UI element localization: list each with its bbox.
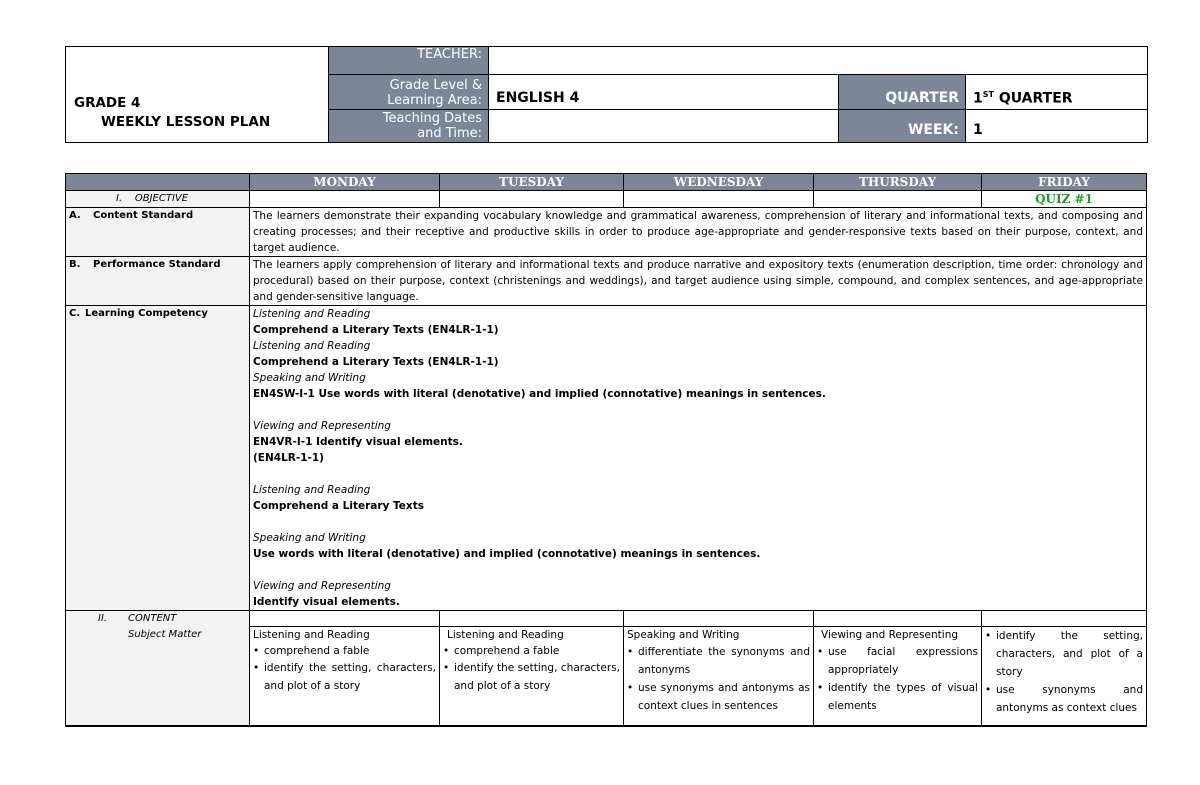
corner-cell xyxy=(66,174,250,191)
bullet-glyph: • xyxy=(627,682,634,694)
bullet-text: use facial expressions appropriately xyxy=(828,646,978,676)
objective-text: OBJECTIVE xyxy=(134,193,189,204)
objective-num: I. xyxy=(116,193,123,204)
bullet-item xyxy=(443,643,620,659)
bullet-text: identify the setting, characters, and plot of a story xyxy=(264,662,436,692)
subject-heading: Listening and Reading xyxy=(447,629,564,641)
subject-thursday xyxy=(814,627,982,727)
bullet-item xyxy=(985,627,1143,681)
quarter-num: 1 xyxy=(973,90,983,107)
performance-standard-body: The learners apply comprehension of literary and informational texts and produce narrative and expository texts (enumeration description, time order: chronology and procedural) based on their purpose, context (christenings and weddings), and target audience using simple, compound, and complex sentences, and age-appropriate and gender-sensitive language. xyxy=(250,257,1147,306)
header-table xyxy=(65,46,1148,143)
content-standard-row xyxy=(66,208,1147,257)
bullet-glyph: • xyxy=(443,662,450,674)
competency-line: Comprehend a Literary Texts xyxy=(253,500,424,512)
competency-line: Viewing and Representing xyxy=(253,420,391,432)
competency-line: Listening and Reading xyxy=(253,340,371,352)
grade-title: GRADE 4 xyxy=(74,95,141,111)
competency-line: Speaking and Writing xyxy=(253,372,366,384)
bullet-item xyxy=(817,679,978,715)
content-standard-num: A. xyxy=(69,210,81,221)
subject-friday xyxy=(982,627,1147,727)
grade-level-label xyxy=(329,75,488,110)
content-header-row xyxy=(66,611,1147,627)
competency-spacer xyxy=(253,562,1143,578)
objective-tuesday[interactable] xyxy=(440,191,624,208)
competency-line: EN4VR-I-1 Identify visual elements. xyxy=(253,436,463,448)
grade-label-line1: Grade Level & xyxy=(389,78,482,93)
week-label: WEEK: xyxy=(839,110,965,142)
teacher-label-text: TEACHER: xyxy=(417,47,482,62)
bullet-text: comprehend a fable xyxy=(264,645,370,657)
bullet-item xyxy=(817,643,978,679)
competency-spacer xyxy=(253,514,1143,530)
teacher-label xyxy=(329,47,488,75)
day-monday: MONDAY xyxy=(250,174,440,191)
content-text: CONTENT xyxy=(128,613,177,624)
content-blank-monday xyxy=(250,611,440,627)
competency-line: Speaking and Writing xyxy=(253,532,366,544)
content-blank-thursday xyxy=(814,611,982,627)
subject-heading: Listening and Reading xyxy=(253,629,370,641)
bullet-text: identify the setting, characters, and plot of a story xyxy=(996,630,1143,678)
content-num: II. xyxy=(98,613,108,624)
bullet-text: identify the setting, characters, and plot of a story xyxy=(454,662,620,692)
bullet-glyph: • xyxy=(985,684,992,696)
performance-standard-num: B. xyxy=(69,259,81,270)
quarter-text: QUARTER xyxy=(993,90,1073,107)
content-blank-tuesday xyxy=(440,611,624,627)
bullet-item xyxy=(253,659,436,695)
bullet-text: use synonyms and antonyms as context clues xyxy=(996,684,1143,714)
content-label xyxy=(66,611,250,727)
day-header-row xyxy=(66,174,1147,191)
bullet-glyph: • xyxy=(627,646,634,658)
content-blank-friday xyxy=(982,611,1147,627)
competency-line: Comprehend a Literary Texts (EN4LR-1-1) xyxy=(253,324,499,336)
performance-standard-row xyxy=(66,257,1147,306)
learning-competency-label xyxy=(66,306,250,611)
competency-line: Use words with literal (denotative) and implied (connotative) meanings in sentences. xyxy=(253,548,761,560)
bullet-glyph: • xyxy=(817,646,824,658)
subject-monday xyxy=(250,627,440,727)
content-blank-wednesday xyxy=(624,611,814,627)
day-thursday: THURSDAY xyxy=(814,174,982,191)
bullet-item xyxy=(627,643,810,679)
bullet-text: use synonyms and antonyms as context clues in sentences xyxy=(638,682,810,712)
plan-title: WEEKLY LESSON PLAN xyxy=(101,114,271,130)
objective-row xyxy=(66,191,1147,208)
content-standard-label xyxy=(66,208,250,257)
teaching-dates-field[interactable] xyxy=(488,110,839,142)
competency-line: Listening and Reading xyxy=(253,308,371,320)
content-standard-body: The learners demonstrate their expanding vocabulary knowledge and grammatical awareness, comprehension of literary and informational texts, and composing and creating processes; and their receptive and productive skills in order to produce age-appropriate and gender-responsive texts based on their purpose, context, and target audience. xyxy=(250,208,1147,257)
performance-standard-text: Performance Standard xyxy=(93,259,221,270)
dates-label-line2: and Time: xyxy=(417,126,482,141)
title-block xyxy=(66,47,329,142)
day-friday: FRIDAY xyxy=(982,174,1147,191)
competency-line: Viewing and Representing xyxy=(253,580,391,592)
competency-line: EN4SW-I-1 Use words with literal (denotative) and implied (connotative) meanings in sentences. xyxy=(253,388,826,400)
bullet-glyph: • xyxy=(253,662,260,674)
bullet-glyph: • xyxy=(443,645,450,657)
objective-wednesday[interactable] xyxy=(624,191,814,208)
objective-friday-quiz: QUIZ #1 xyxy=(982,191,1147,208)
learning-competency-body xyxy=(250,306,1147,611)
quarter-value xyxy=(965,75,1147,110)
competency-spacer xyxy=(253,402,1143,418)
bullet-glyph: • xyxy=(817,682,824,694)
bullet-item xyxy=(985,681,1143,717)
bullet-glyph: • xyxy=(985,630,992,642)
quarter-sup: ST xyxy=(982,90,994,99)
day-wednesday: WEDNESDAY xyxy=(624,174,814,191)
learning-competency-text: Learning Competency xyxy=(85,308,208,319)
grade-label-line2: Learning Area: xyxy=(387,93,482,108)
learning-competency-num: C. xyxy=(69,308,81,319)
subject-heading: Speaking and Writing xyxy=(627,629,740,641)
bullet-item xyxy=(627,679,810,715)
bullet-item xyxy=(443,659,620,695)
competency-line: Comprehend a Literary Texts (EN4LR-1-1) xyxy=(253,356,499,368)
content-standard-text: Content Standard xyxy=(93,210,194,221)
bullet-text: comprehend a fable xyxy=(454,645,560,657)
objective-thursday[interactable] xyxy=(814,191,982,208)
day-tuesday: TUESDAY xyxy=(440,174,624,191)
objective-label xyxy=(66,191,250,208)
teacher-field[interactable] xyxy=(488,47,1147,75)
competency-line: Identify visual elements. xyxy=(253,596,400,608)
bullet-text: identify the types of visual elements xyxy=(828,682,978,712)
subject-matter-label: Subject Matter xyxy=(128,629,202,640)
bullet-glyph: • xyxy=(253,645,260,657)
competency-line: Listening and Reading xyxy=(253,484,371,496)
bullet-item xyxy=(253,643,436,659)
subject-wednesday xyxy=(624,627,814,727)
competency-spacer xyxy=(253,466,1143,482)
lesson-plan-table xyxy=(65,173,1147,727)
subject-tuesday xyxy=(440,627,624,727)
objective-monday[interactable] xyxy=(250,191,440,208)
learning-competency-row xyxy=(66,306,1147,611)
week-value: 1 xyxy=(965,110,1147,142)
dates-label-line1: Teaching Dates xyxy=(382,111,482,126)
bullet-text: differentiate the synonyms and antonyms xyxy=(638,646,810,676)
learning-area-value: ENGLISH 4 xyxy=(488,75,839,110)
performance-standard-label xyxy=(66,257,250,306)
teaching-dates-label xyxy=(329,110,488,142)
subject-heading: Viewing and Representing xyxy=(821,629,959,641)
competency-line: (EN4LR-1-1) xyxy=(253,452,324,464)
quarter-label: QUARTER xyxy=(839,75,965,110)
